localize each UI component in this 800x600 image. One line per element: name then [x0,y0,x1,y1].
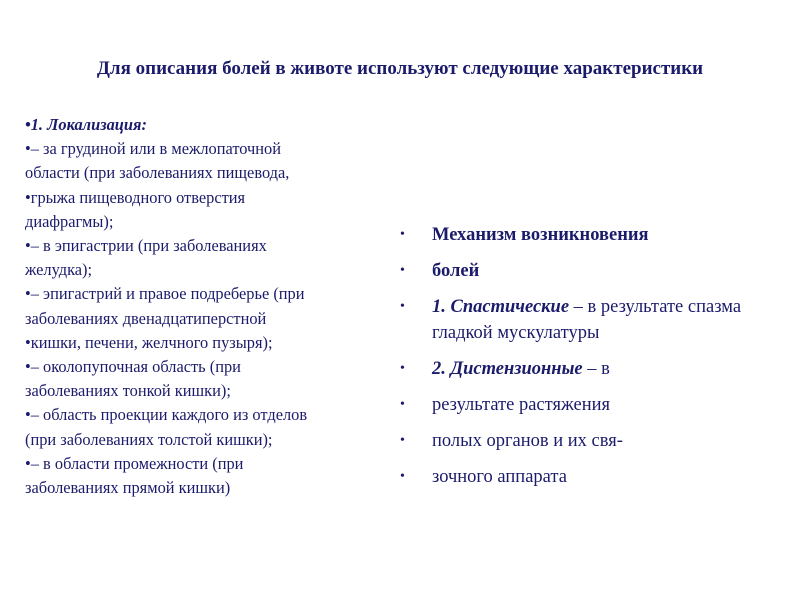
bullet-icon: • [400,433,405,448]
bullet-icon: • [400,361,405,376]
bullet-icon: • [400,299,405,314]
spastic-description: – в результате спазма гладкой мускулатуры [432,297,742,343]
list-item [400,294,780,346]
localization-line: •– околопупочная область (при [25,357,241,377]
localization-line: заболеваниях двенадцатиперстной [25,308,267,328]
bullet-icon: • [400,397,405,412]
localization-line: области (при заболеваниях пищевода, [25,163,290,183]
distension-description: – в [582,359,610,379]
mechanism-list [400,222,780,500]
list-item [400,258,780,284]
list-item-text: результате растяжения [432,395,611,415]
localization-line: заболеваниях прямой кишки) [25,478,231,498]
localization-line: •– за грудиной или в межлопаточной [25,139,282,159]
localization-line: •– в области промежности (при [25,453,244,473]
list-item [400,428,780,454]
localization-line: •– эпигастрий и правое подреберье (при [25,284,305,304]
localization-line: желудка); [25,260,93,280]
spastic-term: 1. Спастические [432,297,570,317]
localization-line: •– область проекции каждого из отделов [25,405,308,425]
localization-line: •– в эпигастрии (при заболеваниях [25,236,267,256]
bullet-icon: • [400,263,405,278]
localization-line: •кишки, печени, желчного пузыря); [25,332,273,352]
mechanism-heading: Механизм возникновения [432,225,649,245]
localization-column [25,113,385,500]
list-item [400,222,780,248]
list-item [400,356,780,382]
localization-heading: •1. Локализация: [25,115,147,134]
bullet-icon: • [400,469,405,484]
list-item [400,392,780,418]
distension-item [432,356,780,382]
mechanism-heading-continued: болей [432,261,480,281]
localization-line: •грыжа пищеводного отверстия [25,187,246,207]
list-item-text: зочного аппарата [432,467,567,487]
distension-term: 2. Дистензионные [432,359,583,379]
bullet-icon: • [400,227,405,242]
localization-line: диафрагмы); [25,211,114,231]
localization-line: заболеваниях тонкой кишки); [25,381,231,401]
localization-line: (при заболеваниях толстой кишки); [25,429,273,449]
list-item [400,464,780,490]
spastic-item [432,294,780,346]
slide-title: Для описания болей в животе используют следующие характеристики [96,58,704,79]
list-item-text: полых органов и их свя- [432,431,623,451]
